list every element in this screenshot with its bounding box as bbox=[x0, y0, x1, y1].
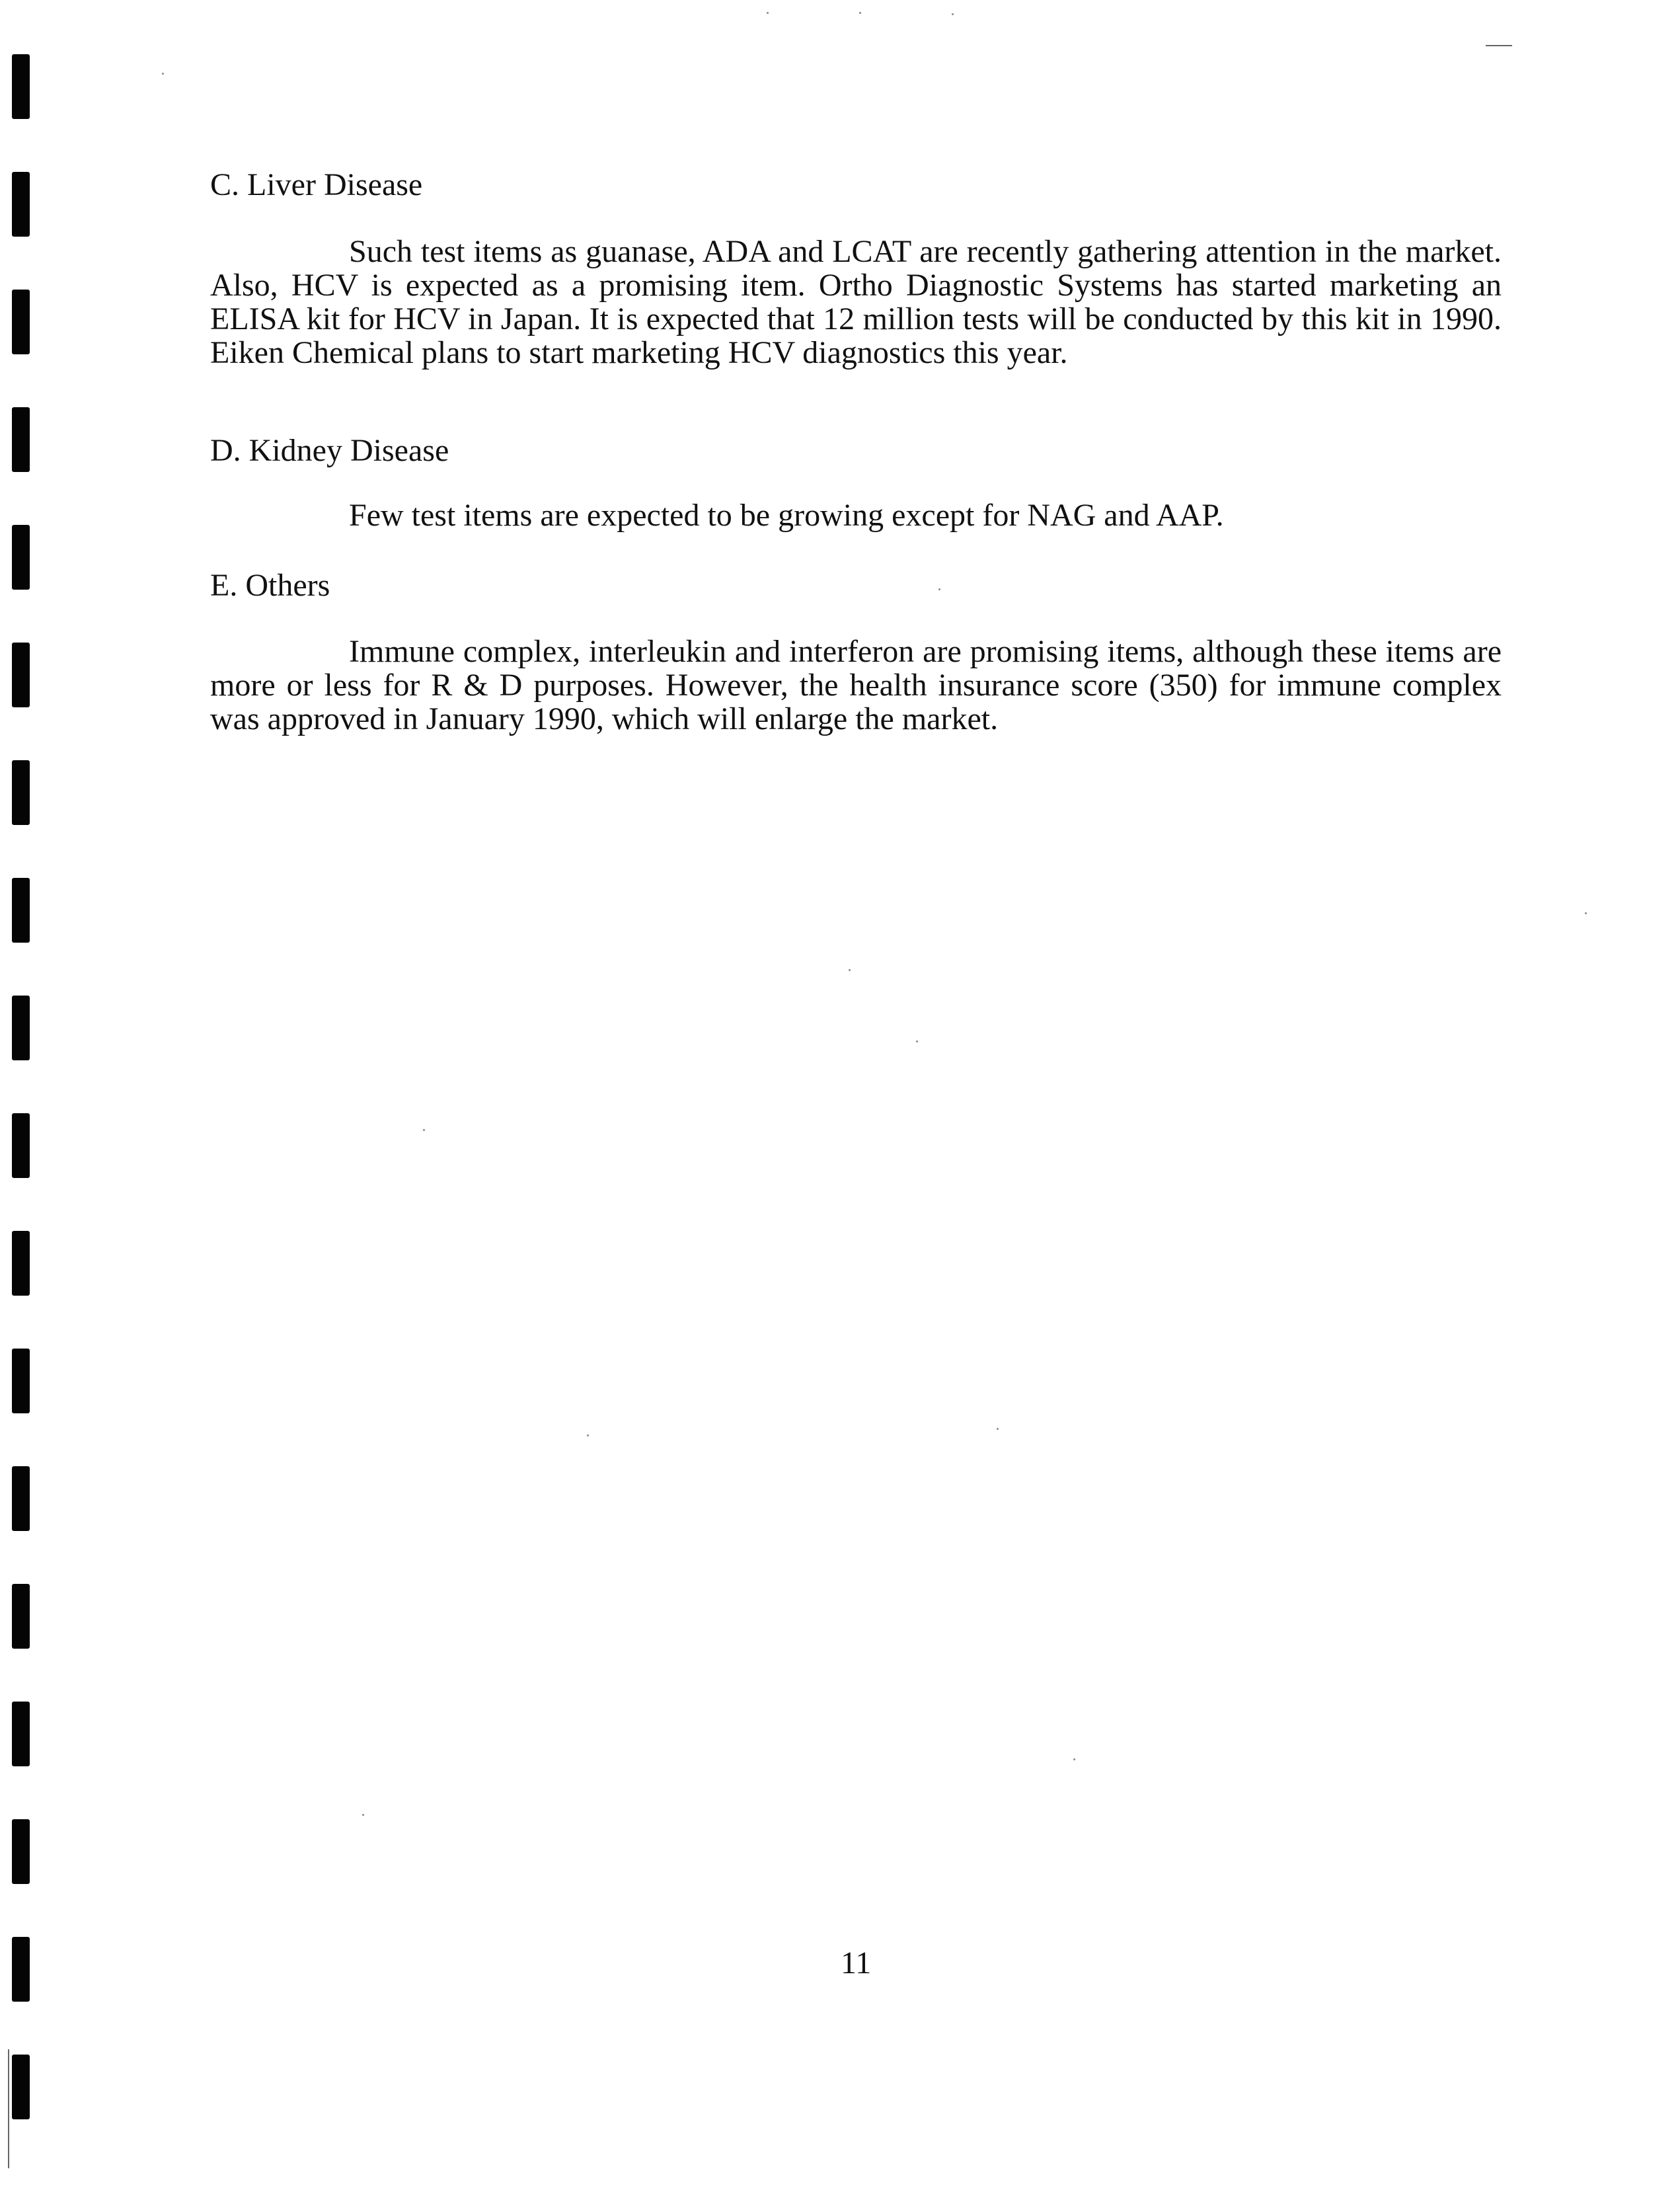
binding-mark bbox=[12, 643, 30, 707]
scan-speck bbox=[849, 969, 851, 971]
section-heading-kidney-disease: D. Kidney Disease bbox=[210, 433, 449, 468]
binding-mark bbox=[12, 760, 30, 825]
scan-speck bbox=[859, 12, 861, 14]
scan-speck bbox=[1585, 912, 1587, 914]
scan-speck bbox=[997, 1428, 999, 1430]
scan-speck bbox=[938, 588, 940, 590]
binding-mark bbox=[12, 1702, 30, 1766]
binding-mark bbox=[12, 1113, 30, 1178]
binding-mark bbox=[12, 1584, 30, 1649]
binding-mark bbox=[12, 172, 30, 237]
binding-mark bbox=[12, 1466, 30, 1531]
scan-speck bbox=[587, 1434, 589, 1436]
scan-speck bbox=[952, 13, 954, 15]
binding-mark bbox=[12, 878, 30, 943]
binding-marks bbox=[12, 54, 33, 2150]
binding-mark bbox=[12, 1349, 30, 1413]
page-number: 11 bbox=[841, 1945, 872, 1981]
binding-mark bbox=[12, 290, 30, 354]
margin-line bbox=[8, 2049, 9, 2168]
binding-mark bbox=[12, 525, 30, 590]
scan-speck bbox=[1073, 1758, 1075, 1760]
scan-speck bbox=[423, 1129, 425, 1131]
scan-dash bbox=[1486, 45, 1512, 46]
scan-speck bbox=[162, 73, 164, 75]
section-paragraph-liver-disease: Such test items as guanase, ADA and LCAT are recently gathering attention in the market. Also, HCV is expected as a promising item. Ortho Diagnostic Systems has started marketing an ELISA kit for HCV in Japan. It is expected that 12 million tests will be conducted by this kit in 1990. Eiken Chemical plans to start marketing HCV diagnostics this year. bbox=[210, 234, 1502, 370]
section-paragraph-others: Immune complex, interleukin and interferon are promising items, although these items are more or less for R & D purposes. However, the health insurance score (350) for immune complex was approved in January 1990, which will enlarge the market. bbox=[210, 634, 1502, 736]
binding-mark bbox=[12, 1231, 30, 1296]
binding-mark bbox=[12, 996, 30, 1060]
binding-mark bbox=[12, 54, 30, 119]
binding-mark bbox=[12, 2055, 30, 2119]
scan-speck bbox=[767, 12, 769, 14]
binding-mark bbox=[12, 1937, 30, 2002]
scan-speck bbox=[916, 1040, 918, 1042]
section-heading-others: E. Others bbox=[210, 568, 330, 603]
binding-mark bbox=[12, 407, 30, 472]
section-paragraph-kidney-disease: Few test items are expected to be growing except for NAG and AAP. bbox=[349, 498, 1224, 533]
binding-mark bbox=[12, 1819, 30, 1884]
scan-speck bbox=[362, 1814, 364, 1816]
section-heading-liver-disease: C. Liver Disease bbox=[210, 167, 423, 202]
